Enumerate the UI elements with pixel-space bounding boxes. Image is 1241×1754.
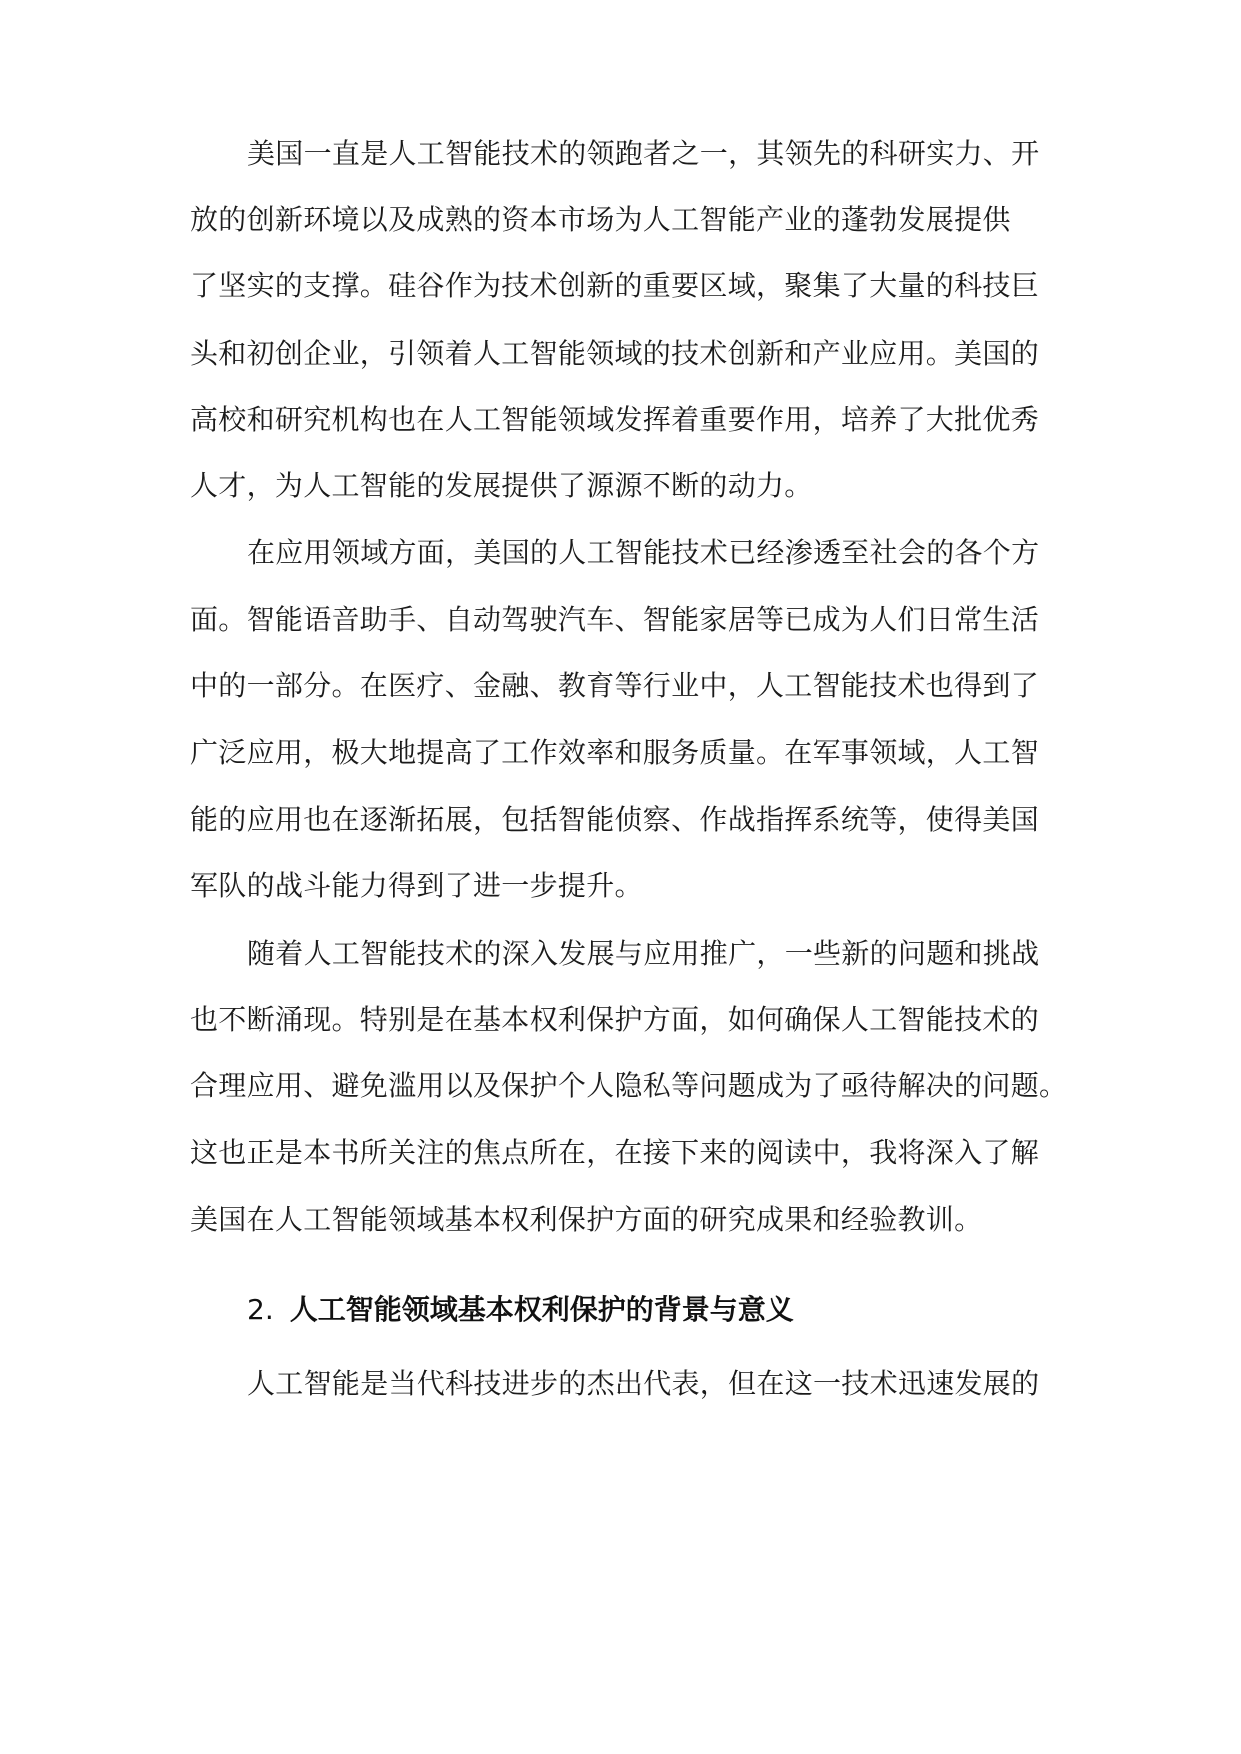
paragraph-1-line-2: 放的创新环境以及成熟的资本市场为人工智能产业的蓬勃发展提供 [190, 203, 1011, 236]
paragraph-2-line-5: 能的应用也在逐渐拓展，包括智能侦察、作战指挥系统等，使得美国 [190, 803, 1040, 836]
paragraph-1-line-3: 了坚实的支撑。硅谷作为技术创新的重要区域，聚集了大量的科技巨 [190, 269, 1040, 302]
section-number: 2. [247, 1293, 274, 1326]
paragraph-3-line-5: 美国在人工智能领域基本权利保护方面的研究成果和经验教训。 [190, 1203, 983, 1236]
paragraph-3-line-2: 也不断涌现。特别是在基本权利保护方面，如何确保人工智能技术的 [190, 1003, 1040, 1036]
paragraph-2-line-1: 在应用领域方面，美国的人工智能技术已经渗透至社会的各个方 [247, 536, 1040, 569]
paragraph-1-line-6: 人才，为人工智能的发展提供了源源不断的动力。 [190, 469, 813, 502]
paragraph-3-line-4: 这也正是本书所关注的焦点所在，在接下来的阅读中，我将深入了解 [190, 1136, 1040, 1169]
paragraph-2-line-3: 中的一部分。在医疗、金融、教育等行业中，人工智能技术也得到了 [190, 669, 1040, 702]
paragraph-2-line-6: 军队的战斗能力得到了进一步提升。 [190, 869, 643, 902]
section-title: 人工智能领域基本权利保护的背景与意义 [289, 1293, 794, 1326]
paragraph-3-line-1: 随着人工智能技术的深入发展与应用推广，一些新的问题和挑战 [247, 937, 1040, 970]
paragraph-1-line-5: 高校和研究机构也在人工智能领域发挥着重要作用，培养了大批优秀 [190, 403, 1040, 436]
section-heading [247, 1290, 794, 1330]
paragraph-1-line-1: 美国一直是人工智能技术的领跑者之一，其领先的科研实力、开 [247, 137, 1040, 170]
paragraph-2-line-2: 面。智能语音助手、自动驾驶汽车、智能家居等已成为人们日常生活 [190, 603, 1040, 636]
paragraph-2-line-4: 广泛应用，极大地提高了工作效率和服务质量。在军事领域，人工智 [190, 736, 1040, 769]
paragraph-3-line-3: 合理应用、避免滥用以及保护个人隐私等问题成为了亟待解决的问题。 [190, 1069, 1068, 1102]
paragraph-4-line-1: 人工智能是当代科技进步的杰出代表，但在这一技术迅速发展的 [247, 1367, 1040, 1400]
paragraph-1-line-4: 头和初创企业，引领着人工智能领域的技术创新和产业应用。美国的 [190, 337, 1040, 370]
